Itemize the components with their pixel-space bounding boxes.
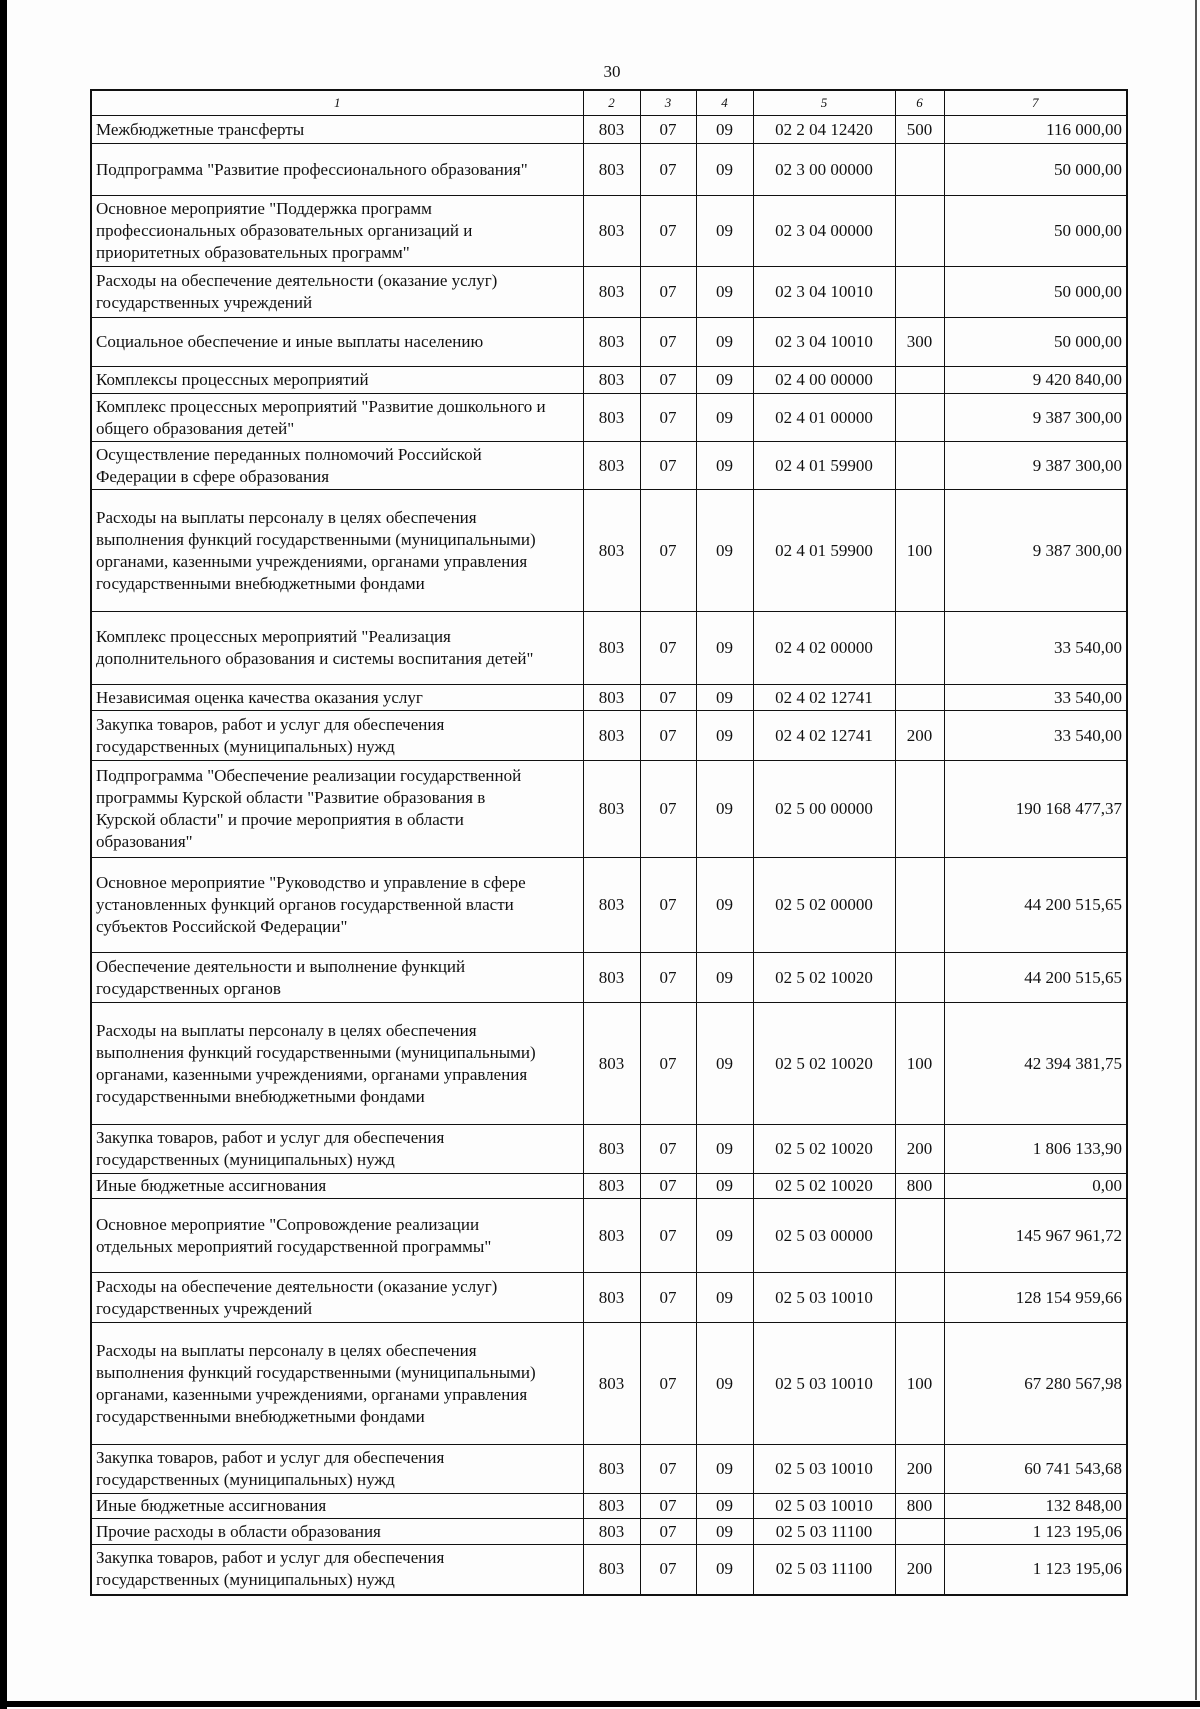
cell-description: Иные бюджетные ассигнования — [91, 1494, 583, 1519]
cell-expense-type — [895, 367, 944, 394]
cell-section: 07 — [640, 953, 696, 1003]
cell-amount: 1 123 195,06 — [944, 1545, 1127, 1595]
cell-expense-type: 300 — [895, 318, 944, 367]
cell-amount: 145 967 961,72 — [944, 1199, 1127, 1273]
cell-subsection: 09 — [696, 1494, 753, 1519]
cell-target-article: 02 4 01 00000 — [753, 394, 895, 442]
cell-ministry-code: 803 — [583, 1273, 640, 1323]
cell-ministry-code: 803 — [583, 761, 640, 858]
scan-edge-bottom — [0, 1701, 1200, 1707]
cell-target-article: 02 5 03 10010 — [753, 1323, 895, 1445]
cell-target-article: 02 4 01 59900 — [753, 442, 895, 490]
cell-amount: 50 000,00 — [944, 318, 1127, 367]
cell-amount: 44 200 515,65 — [944, 858, 1127, 953]
cell-amount: 60 741 543,68 — [944, 1445, 1127, 1494]
cell-expense-type: 800 — [895, 1174, 944, 1199]
table-row — [91, 1199, 1127, 1273]
cell-subsection: 09 — [696, 612, 753, 685]
cell-subsection: 09 — [696, 761, 753, 858]
cell-section: 07 — [640, 1273, 696, 1323]
cell-ministry-code: 803 — [583, 1003, 640, 1125]
cell-section: 07 — [640, 711, 696, 761]
cell-subsection: 09 — [696, 367, 753, 394]
scan-edge-right — [1195, 0, 1197, 1700]
cell-ministry-code: 803 — [583, 490, 640, 612]
cell-section: 07 — [640, 1003, 696, 1125]
cell-expense-type — [895, 858, 944, 953]
cell-section: 07 — [640, 267, 696, 318]
cell-description: Расходы на выплаты персоналу в целях обеспечения выполнения функций государственными (муниципальными) органами, казенными учреждениями, органами управления государственными внебюджетными фондами — [91, 490, 583, 612]
cell-ministry-code: 803 — [583, 612, 640, 685]
cell-ministry-code: 803 — [583, 1494, 640, 1519]
cell-target-article: 02 5 03 10010 — [753, 1494, 895, 1519]
cell-target-article: 02 5 03 10010 — [753, 1273, 895, 1323]
cell-amount: 42 394 381,75 — [944, 1003, 1127, 1125]
cell-expense-type — [895, 612, 944, 685]
table-row — [91, 1125, 1127, 1174]
cell-section: 07 — [640, 1125, 696, 1174]
table-row — [91, 612, 1127, 685]
cell-expense-type: 200 — [895, 1445, 944, 1494]
table-row — [91, 144, 1127, 196]
cell-ministry-code: 803 — [583, 953, 640, 1003]
cell-expense-type: 500 — [895, 116, 944, 144]
cell-target-article: 02 4 02 00000 — [753, 612, 895, 685]
table-row — [91, 1494, 1127, 1519]
cell-subsection: 09 — [696, 1323, 753, 1445]
cell-amount: 33 540,00 — [944, 685, 1127, 711]
cell-section: 07 — [640, 1174, 696, 1199]
cell-target-article: 02 4 01 59900 — [753, 490, 895, 612]
cell-subsection: 09 — [696, 1125, 753, 1174]
cell-target-article: 02 5 02 10020 — [753, 1125, 895, 1174]
cell-subsection: 09 — [696, 116, 753, 144]
cell-ministry-code: 803 — [583, 318, 640, 367]
cell-subsection: 09 — [696, 953, 753, 1003]
cell-description: Осуществление переданных полномочий Российской Федерации в сфере образования — [91, 442, 583, 490]
cell-description: Основное мероприятие "Руководство и управление в сфере установленных функций органов государственной власти субъектов Российской Федерации" — [91, 858, 583, 953]
table-row — [91, 953, 1127, 1003]
cell-section: 07 — [640, 144, 696, 196]
table-row — [91, 1003, 1127, 1125]
cell-target-article: 02 5 03 11100 — [753, 1545, 895, 1595]
cell-amount: 67 280 567,98 — [944, 1323, 1127, 1445]
header-col-1: 1 — [91, 90, 583, 116]
cell-description: Комплексы процессных мероприятий — [91, 367, 583, 394]
table-row — [91, 1273, 1127, 1323]
cell-section: 07 — [640, 196, 696, 267]
table-row — [91, 490, 1127, 612]
cell-ministry-code: 803 — [583, 116, 640, 144]
table-row — [91, 1445, 1127, 1494]
cell-amount: 0,00 — [944, 1174, 1127, 1199]
cell-subsection: 09 — [696, 685, 753, 711]
cell-ministry-code: 803 — [583, 1519, 640, 1545]
cell-expense-type: 200 — [895, 711, 944, 761]
cell-expense-type: 200 — [895, 1125, 944, 1174]
cell-expense-type — [895, 442, 944, 490]
table-row — [91, 858, 1127, 953]
cell-amount: 33 540,00 — [944, 711, 1127, 761]
cell-ministry-code: 803 — [583, 1199, 640, 1273]
cell-amount: 9 420 840,00 — [944, 367, 1127, 394]
cell-amount: 33 540,00 — [944, 612, 1127, 685]
table-row — [91, 318, 1127, 367]
table-body — [91, 116, 1127, 1595]
header-col-3: 3 — [640, 90, 696, 116]
cell-section: 07 — [640, 318, 696, 367]
cell-subsection: 09 — [696, 858, 753, 953]
table-row — [91, 711, 1127, 761]
scan-edge-left — [0, 0, 7, 1709]
cell-expense-type — [895, 196, 944, 267]
cell-amount: 50 000,00 — [944, 144, 1127, 196]
cell-amount: 128 154 959,66 — [944, 1273, 1127, 1323]
cell-ministry-code: 803 — [583, 685, 640, 711]
cell-expense-type: 100 — [895, 1003, 944, 1125]
header-row — [91, 90, 1127, 116]
cell-amount: 1 806 133,90 — [944, 1125, 1127, 1174]
cell-description: Основное мероприятие "Поддержка программ профессиональных образовательных организаций и приоритетных образовательных программ" — [91, 196, 583, 267]
cell-subsection: 09 — [696, 318, 753, 367]
cell-description: Закупка товаров, работ и услуг для обеспечения государственных (муниципальных) нужд — [91, 1545, 583, 1595]
cell-description: Основное мероприятие "Сопровождение реализации отдельных мероприятий государственной программы" — [91, 1199, 583, 1273]
cell-target-article: 02 4 02 12741 — [753, 711, 895, 761]
cell-target-article: 02 5 02 10020 — [753, 1174, 895, 1199]
cell-description: Подпрограмма "Обеспечение реализации государственной программы Курской области "Развитие образования в Курской области" и прочие мероприятия в области образования" — [91, 761, 583, 858]
header-col-5: 5 — [753, 90, 895, 116]
cell-description: Закупка товаров, работ и услуг для обеспечения государственных (муниципальных) нужд — [91, 1445, 583, 1494]
cell-subsection: 09 — [696, 267, 753, 318]
cell-amount: 116 000,00 — [944, 116, 1127, 144]
cell-section: 07 — [640, 1545, 696, 1595]
cell-description: Подпрограмма "Развитие профессионального образования" — [91, 144, 583, 196]
header-col-7: 7 — [944, 90, 1127, 116]
table-row — [91, 761, 1127, 858]
header-col-2: 2 — [583, 90, 640, 116]
cell-ministry-code: 803 — [583, 1445, 640, 1494]
cell-ministry-code: 803 — [583, 711, 640, 761]
table-row — [91, 116, 1127, 144]
cell-ministry-code: 803 — [583, 858, 640, 953]
table-row — [91, 196, 1127, 267]
cell-target-article: 02 5 00 00000 — [753, 761, 895, 858]
cell-section: 07 — [640, 612, 696, 685]
table-row — [91, 367, 1127, 394]
cell-expense-type — [895, 1519, 944, 1545]
cell-ministry-code: 803 — [583, 1323, 640, 1445]
cell-subsection: 09 — [696, 196, 753, 267]
cell-expense-type — [895, 267, 944, 318]
cell-section: 07 — [640, 1519, 696, 1545]
cell-section: 07 — [640, 1199, 696, 1273]
cell-description: Расходы на обеспечение деятельности (оказание услуг) государственных учреждений — [91, 267, 583, 318]
cell-target-article: 02 5 02 10020 — [753, 1003, 895, 1125]
cell-amount: 190 168 477,37 — [944, 761, 1127, 858]
cell-expense-type: 200 — [895, 1545, 944, 1595]
cell-subsection: 09 — [696, 1445, 753, 1494]
cell-section: 07 — [640, 367, 696, 394]
cell-ministry-code: 803 — [583, 1125, 640, 1174]
table-row — [91, 442, 1127, 490]
cell-amount: 50 000,00 — [944, 196, 1127, 267]
cell-subsection: 09 — [696, 144, 753, 196]
page-number: 30 — [603, 62, 621, 81]
cell-subsection: 09 — [696, 1174, 753, 1199]
cell-subsection: 09 — [696, 394, 753, 442]
cell-section: 07 — [640, 442, 696, 490]
table-row — [91, 1174, 1127, 1199]
cell-expense-type: 100 — [895, 1323, 944, 1445]
cell-description: Закупка товаров, работ и услуг для обеспечения государственных (муниципальных) нужд — [91, 711, 583, 761]
cell-description: Комплекс процессных мероприятий "Реализация дополнительного образования и системы воспитания детей" — [91, 612, 583, 685]
cell-description: Закупка товаров, работ и услуг для обеспечения государственных (муниципальных) нужд — [91, 1125, 583, 1174]
cell-subsection: 09 — [696, 1545, 753, 1595]
cell-description: Прочие расходы в области образования — [91, 1519, 583, 1545]
cell-subsection: 09 — [696, 1273, 753, 1323]
table-row — [91, 1323, 1127, 1445]
cell-section: 07 — [640, 858, 696, 953]
cell-target-article: 02 5 02 10020 — [753, 953, 895, 1003]
cell-amount: 50 000,00 — [944, 267, 1127, 318]
cell-amount: 44 200 515,65 — [944, 953, 1127, 1003]
cell-amount: 9 387 300,00 — [944, 394, 1127, 442]
table-row — [91, 685, 1127, 711]
cell-amount: 1 123 195,06 — [944, 1519, 1127, 1545]
budget-table — [90, 89, 1128, 1596]
cell-target-article: 02 3 04 00000 — [753, 196, 895, 267]
cell-target-article: 02 2 04 12420 — [753, 116, 895, 144]
cell-expense-type — [895, 761, 944, 858]
cell-section: 07 — [640, 761, 696, 858]
cell-ministry-code: 803 — [583, 196, 640, 267]
cell-description: Расходы на обеспечение деятельности (оказание услуг) государственных учреждений — [91, 1273, 583, 1323]
cell-expense-type: 100 — [895, 490, 944, 612]
cell-subsection: 09 — [696, 711, 753, 761]
cell-description: Обеспечение деятельности и выполнение функций государственных органов — [91, 953, 583, 1003]
cell-description: Иные бюджетные ассигнования — [91, 1174, 583, 1199]
cell-expense-type — [895, 953, 944, 1003]
table-row — [91, 1545, 1127, 1595]
cell-description: Комплекс процессных мероприятий "Развитие дошкольного и общего образования детей" — [91, 394, 583, 442]
cell-target-article: 02 5 03 10010 — [753, 1445, 895, 1494]
cell-description: Социальное обеспечение и иные выплаты населению — [91, 318, 583, 367]
table-row — [91, 267, 1127, 318]
cell-amount: 9 387 300,00 — [944, 490, 1127, 612]
cell-section: 07 — [640, 1323, 696, 1445]
cell-target-article: 02 5 03 11100 — [753, 1519, 895, 1545]
cell-section: 07 — [640, 1494, 696, 1519]
cell-target-article: 02 3 04 10010 — [753, 318, 895, 367]
cell-expense-type: 800 — [895, 1494, 944, 1519]
cell-subsection: 09 — [696, 442, 753, 490]
cell-section: 07 — [640, 394, 696, 442]
cell-expense-type — [895, 685, 944, 711]
cell-ministry-code: 803 — [583, 367, 640, 394]
cell-target-article: 02 5 03 00000 — [753, 1199, 895, 1273]
cell-amount: 132 848,00 — [944, 1494, 1127, 1519]
cell-expense-type — [895, 144, 944, 196]
cell-section: 07 — [640, 685, 696, 711]
cell-ministry-code: 803 — [583, 267, 640, 318]
cell-expense-type — [895, 1273, 944, 1323]
cell-ministry-code: 803 — [583, 1545, 640, 1595]
cell-description: Расходы на выплаты персоналу в целях обеспечения выполнения функций государственными (муниципальными) органами, казенными учреждениями, органами управления государственными внебюджетными фондами — [91, 1323, 583, 1445]
cell-subsection: 09 — [696, 1003, 753, 1125]
table-row — [91, 1519, 1127, 1545]
cell-target-article: 02 5 02 00000 — [753, 858, 895, 953]
cell-description: Межбюджетные трансферты — [91, 116, 583, 144]
cell-target-article: 02 3 04 10010 — [753, 267, 895, 318]
cell-subsection: 09 — [696, 490, 753, 612]
header-col-4: 4 — [696, 90, 753, 116]
cell-ministry-code: 803 — [583, 442, 640, 490]
cell-subsection: 09 — [696, 1519, 753, 1545]
cell-target-article: 02 3 00 00000 — [753, 144, 895, 196]
cell-amount: 9 387 300,00 — [944, 442, 1127, 490]
cell-ministry-code: 803 — [583, 394, 640, 442]
cell-section: 07 — [640, 116, 696, 144]
table-row — [91, 394, 1127, 442]
cell-target-article: 02 4 02 12741 — [753, 685, 895, 711]
header-col-6: 6 — [895, 90, 944, 116]
cell-section: 07 — [640, 1445, 696, 1494]
cell-target-article: 02 4 00 00000 — [753, 367, 895, 394]
cell-expense-type — [895, 394, 944, 442]
cell-description: Расходы на выплаты персоналу в целях обеспечения выполнения функций государственными (муниципальными) органами, казенными учреждениями, органами управления государственными внебюджетными фондами — [91, 1003, 583, 1125]
cell-subsection: 09 — [696, 1199, 753, 1273]
cell-description: Независимая оценка качества оказания услуг — [91, 685, 583, 711]
cell-section: 07 — [640, 490, 696, 612]
cell-ministry-code: 803 — [583, 1174, 640, 1199]
cell-expense-type — [895, 1199, 944, 1273]
cell-ministry-code: 803 — [583, 144, 640, 196]
